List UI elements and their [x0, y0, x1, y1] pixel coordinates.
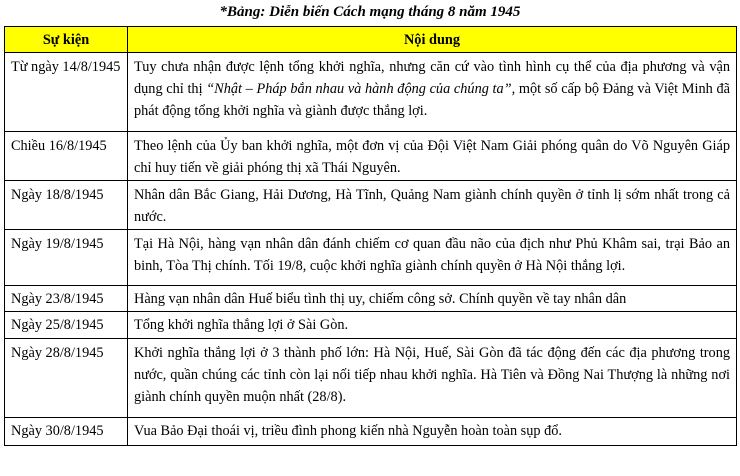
event-content-text: Tuy chưa nhận được lệnh tổng khởi nghĩa, nhưng căn cứ vào tình hình cụ thể của địa phương và vận dụng chỉ thị	[134, 59, 730, 97]
event-content: Vua Bảo Đại thoái vị, triều đình phong kiến nhà Nguyễn hoàn toàn sụp đổ.	[128, 418, 737, 446]
event-content: Tổng khởi nghĩa thắng lợi ở Sài Gòn.	[128, 312, 737, 339]
event-date-text: Từ ngày 14/8/1945	[11, 59, 121, 75]
table-row	[5, 312, 737, 339]
event-content: Theo lệnh của Ủy ban khởi nghĩa, một đơn vị của Đội Việt Nam Giải phóng quân do Võ Nguyên Giáp chỉ huy tiến về giải phóng thị xã Thái Nguyên.	[128, 132, 737, 181]
table-row	[5, 286, 737, 312]
table-row	[5, 181, 737, 230]
event-date: Ngày 25/8/1945	[5, 312, 128, 339]
header-event: Sự kiện	[5, 27, 128, 53]
header-content: Nội dung	[128, 27, 737, 53]
event-content: Tại Hà Nội, hàng vạn nhân dân đánh chiếm cơ quan đầu não của địch như Phủ Khâm sai, trại Bảo an binh, Tòa Thị chính. Tối 19/8, cuộc khởi nghĩa giành chính quyền ở Hà Nội thắng lợi.	[128, 230, 737, 286]
event-content-text-cont: một số cấp bộ Đảng và Việt Minh đã phát động tổng khởi nghĩa và giành được thắng lợi.	[134, 81, 730, 119]
event-date: Ngày 19/8/1945	[5, 230, 128, 286]
event-content: Nhân dân Bắc Giang, Hải Dương, Hà Tĩnh, Quảng Nam giành chính quyền ở tỉnh lị sớm nhất trong cả nước.	[128, 181, 737, 230]
event-date	[5, 53, 128, 132]
event-date: Ngày 30/8/1945	[5, 418, 128, 446]
event-content: Khởi nghĩa thắng lợi ở 3 thành phố lớn: Hà Nội, Huế, Sài Gòn đã tác động đến các địa phương trong nước, quần chúng các tỉnh còn lại nối tiếp nhau khởi nghĩa. Hà Tiên và Đồng Nai Thượng là những nơi giành chính quyền muộn nhất (28/8).	[128, 339, 737, 418]
table-row	[5, 339, 737, 418]
directive-quote: “Nhật – Pháp bắn nhau và hành động của chúng ta”,	[206, 81, 516, 97]
table-row	[5, 53, 737, 132]
table-row	[5, 418, 737, 446]
event-content	[128, 53, 737, 132]
event-date: Ngày 18/8/1945	[5, 181, 128, 230]
table-caption: *Bảng: Diễn biến Cách mạng tháng 8 năm 1945	[219, 4, 521, 20]
table-row	[5, 230, 737, 286]
table-row	[5, 132, 737, 181]
event-content: Hàng vạn nhân dân Huế biểu tình thị uy, chiếm công sở. Chính quyền về tay nhân dân	[128, 286, 737, 312]
event-date: Ngày 28/8/1945	[5, 339, 128, 418]
event-date: Chiều 16/8/1945	[5, 132, 128, 181]
event-date: Ngày 23/8/1945	[5, 286, 128, 312]
events-table	[4, 26, 737, 446]
table-header-row	[5, 27, 737, 53]
